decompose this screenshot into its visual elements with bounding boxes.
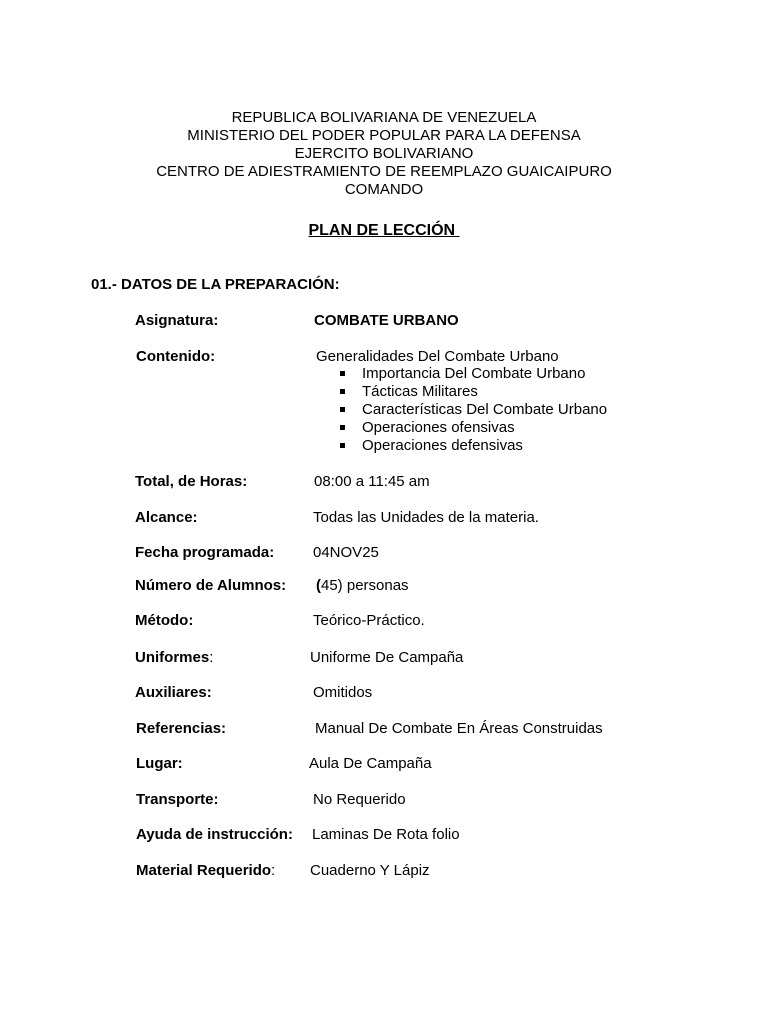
field-alumnos [0, 577, 768, 597]
header-line-country: REPUBLICA BOLIVARIANA DE VENEZUELA [231, 109, 537, 126]
list-item: Importancia Del Combate Urbano [338, 365, 607, 383]
field-label: Uniformes [135, 649, 210, 666]
page-title [0, 221, 768, 241]
field-value: COMBATE URBANO [314, 312, 459, 329]
field-label: Total, de Horas: [135, 473, 248, 490]
field-value: 04NOV25 [313, 544, 379, 561]
field-label: Referencias: [136, 720, 227, 737]
header-line-ministry: MINISTERIO DEL PODER POPULAR PARA LA DEFENSA [187, 127, 581, 144]
list-item: Operaciones ofensivas [338, 419, 607, 437]
field-ayuda [0, 826, 768, 846]
page-title-text: PLAN DE LECCIÓN [308, 222, 460, 239]
field-label-group [136, 862, 275, 880]
field-label-colon: : [271, 862, 276, 879]
field-label: Auxiliares: [135, 684, 212, 701]
field-label: Asignatura: [135, 312, 219, 329]
field-value: No Requerido [313, 791, 406, 808]
field-value: Aula De Campaña [309, 755, 432, 772]
field-label: Lugar: [136, 755, 183, 772]
field-material [0, 862, 768, 882]
field-value: Generalidades Del Combate Urbano [316, 348, 559, 365]
field-value: Manual De Combate En Áreas Construidas [315, 720, 603, 737]
section-heading: 01.- DATOS DE LA PREPARACIÓN: [91, 276, 340, 293]
field-label: Ayuda de instrucción: [136, 826, 293, 843]
list-item: Tácticas Militares [338, 383, 607, 401]
content-list [338, 365, 607, 455]
field-value: Cuaderno Y Lápiz [310, 862, 430, 879]
document-header [0, 109, 768, 199]
field-label-colon: : [209, 649, 214, 666]
field-auxiliares [0, 684, 768, 704]
field-label-group [135, 649, 213, 667]
field-label: Contenido: [136, 348, 216, 365]
field-transporte [0, 791, 768, 811]
field-alcance [0, 509, 768, 529]
field-label: Transporte: [136, 791, 219, 808]
field-referencias [0, 720, 768, 740]
field-value: 08:00 a 11:45 am [314, 473, 430, 490]
field-uniformes [0, 649, 768, 669]
field-label: Fecha programada: [135, 544, 275, 561]
header-line-training-center: CENTRO DE ADIESTRAMIENTO DE REEMPLAZO GUAICAIPURO [156, 163, 612, 180]
field-label: Método: [135, 612, 194, 629]
field-total-horas [0, 473, 768, 493]
list-item: Operaciones defensivas [338, 437, 607, 455]
header-line-command: COMANDO [344, 181, 424, 198]
field-value: Todas las Unidades de la materia. [313, 509, 539, 526]
field-value-group [316, 577, 409, 595]
field-label: Material Requerido [136, 862, 272, 879]
field-value: Laminas De Rota folio [312, 826, 460, 843]
field-metodo [0, 612, 768, 632]
list-item: Características Del Combate Urbano [338, 401, 607, 419]
field-label: Número de Alumnos: [135, 577, 287, 594]
field-label: Alcance: [135, 509, 198, 526]
field-lugar [0, 755, 768, 775]
header-line-army: EJERCITO BOLIVARIANO [294, 145, 474, 162]
field-value: Omitidos [313, 684, 373, 701]
field-value: 45) personas [321, 577, 409, 594]
field-value-paren: ( [316, 577, 321, 594]
field-fecha [0, 544, 768, 564]
field-value: Teórico-Práctico. [313, 612, 425, 629]
field-value: Uniforme De Campaña [310, 649, 464, 666]
field-asignatura [0, 312, 768, 332]
